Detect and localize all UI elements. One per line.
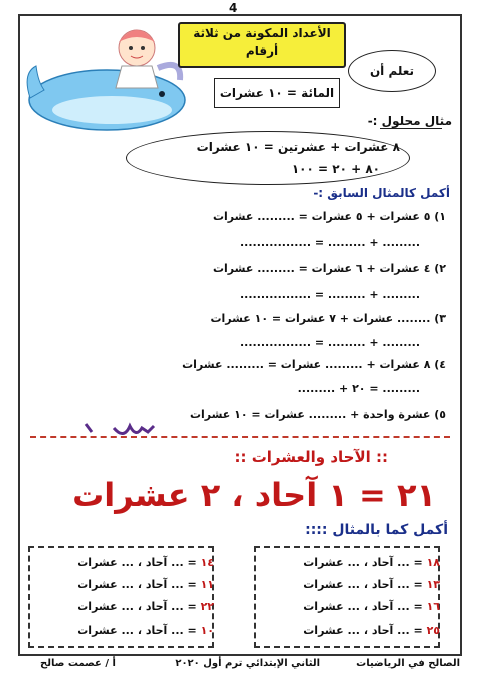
right-row-3: ١٦ = ... آحاد ، ... عشرات bbox=[303, 600, 440, 613]
title-line-2: أرقام bbox=[245, 44, 279, 58]
footer-book-title: الصالح في الرياضيات bbox=[356, 658, 460, 669]
number: ١٣ bbox=[426, 578, 440, 591]
exercise-4-line-1: ٤) ٨ عشرات + ......... عشرات = ......... عشرات bbox=[182, 358, 446, 371]
tens-label: عشرات bbox=[303, 556, 344, 569]
units-label: آحاد ، bbox=[363, 556, 394, 569]
left-row-4: ١٠ = ... آحاد ، ... عشرات bbox=[77, 624, 214, 637]
tens-label: عشرات bbox=[303, 578, 344, 591]
lesson-title bbox=[178, 22, 346, 68]
tens-label: عشرات bbox=[77, 624, 118, 637]
tens-label: عشرات bbox=[303, 600, 344, 613]
number: ١٤ bbox=[200, 556, 214, 569]
units-tens-example: ٢١ = ١ آحاد ، ٢ عشرات bbox=[72, 476, 436, 514]
units-tens-heading: :: الآحاد والعشرات :: bbox=[234, 448, 388, 466]
right-row-4: ٢٥ = ... آحاد ، ... عشرات bbox=[303, 624, 440, 637]
number: ١٦ bbox=[426, 600, 440, 613]
tens-label: عشرات bbox=[77, 556, 118, 569]
tens-label: عشرات bbox=[77, 578, 118, 591]
exercise-2-line-1: ٢) ٤ عشرات + ٦ عشرات = ......... عشرات bbox=[212, 262, 446, 275]
exercise-2-line-2: ......... + ......... = ................. bbox=[239, 288, 420, 301]
title-line-1: الأعداد المكونة من ثلاثة bbox=[193, 26, 331, 40]
left-row-2: ١١ = ... آحاد ، ... عشرات bbox=[77, 578, 214, 591]
footer-grade-term: الثاني الإبتدائي ترم أول ٢٠٢٠ bbox=[175, 658, 320, 669]
complete-heading: أكمل كما بالمثال :::: bbox=[305, 522, 448, 538]
rule-box: المائة = ١٠ عشرات bbox=[214, 78, 340, 108]
units-label: آحاد ، bbox=[363, 578, 394, 591]
units-label: آحاد ، bbox=[363, 624, 394, 637]
units-label: آحاد ، bbox=[363, 600, 394, 613]
left-row-1: ١٤ = ... آحاد ، ... عشرات bbox=[77, 556, 214, 569]
exercise-1-line-2: ......... + ......... = ................. bbox=[239, 236, 420, 249]
exercise-3-line-2: ......... + ......... = ................. bbox=[239, 336, 420, 349]
number: ٢٢ bbox=[200, 600, 214, 613]
example-line-2: ٨٠ + ٢٠ = ١٠٠ bbox=[291, 162, 380, 176]
number: ١١ bbox=[200, 578, 214, 591]
tens-label: عشرات bbox=[303, 624, 344, 637]
exercise-heading: أكمل كالمثال السابق :- bbox=[313, 186, 450, 200]
tens-label: عشرات bbox=[77, 600, 118, 613]
left-row-3: ٢٢ = ... آحاد ، ... عشرات bbox=[77, 600, 214, 613]
footer-author: أ / عصمت صالح bbox=[40, 658, 116, 669]
exercise-1-line-1: ١) ٥ عشرات + ٥ عشرات = ......... عشرات bbox=[212, 210, 446, 223]
section-separator bbox=[30, 436, 450, 438]
example-line-1: ٨ عشرات + عشرتين = ١٠ عشرات bbox=[196, 140, 400, 154]
units-label: آحاد ، bbox=[137, 624, 168, 637]
number: ١٨ bbox=[426, 556, 440, 569]
exercise-3-line-1: ٣) ........ عشرات + ٧ عشرات = ١٠ عشرات bbox=[210, 312, 446, 325]
number: ٢٥ bbox=[426, 624, 440, 637]
units-label: آحاد ، bbox=[137, 578, 168, 591]
whale-illustration bbox=[22, 18, 192, 133]
right-row-1: ١٨ = ... آحاد ، ... عشرات bbox=[303, 556, 440, 569]
exercise-5-line-1: ٥) عشرة واحدة + ......... عشرات = ١٠ عشرات bbox=[189, 408, 446, 421]
right-row-2: ١٣ = ... آحاد ، ... عشرات bbox=[303, 578, 440, 591]
divider bbox=[380, 128, 442, 129]
solved-example-heading: مثال محلول :- bbox=[367, 114, 452, 128]
units-label: آحاد ، bbox=[137, 556, 168, 569]
learn-badge: تعلم أن bbox=[348, 50, 436, 92]
page-number: 4 bbox=[229, 1, 238, 15]
units-label: آحاد ، bbox=[137, 600, 168, 613]
scribble-decoration bbox=[84, 420, 164, 444]
exercise-4-line-2: ......... = ٢٠ + ......... bbox=[297, 382, 420, 395]
number: ١٠ bbox=[200, 624, 214, 637]
